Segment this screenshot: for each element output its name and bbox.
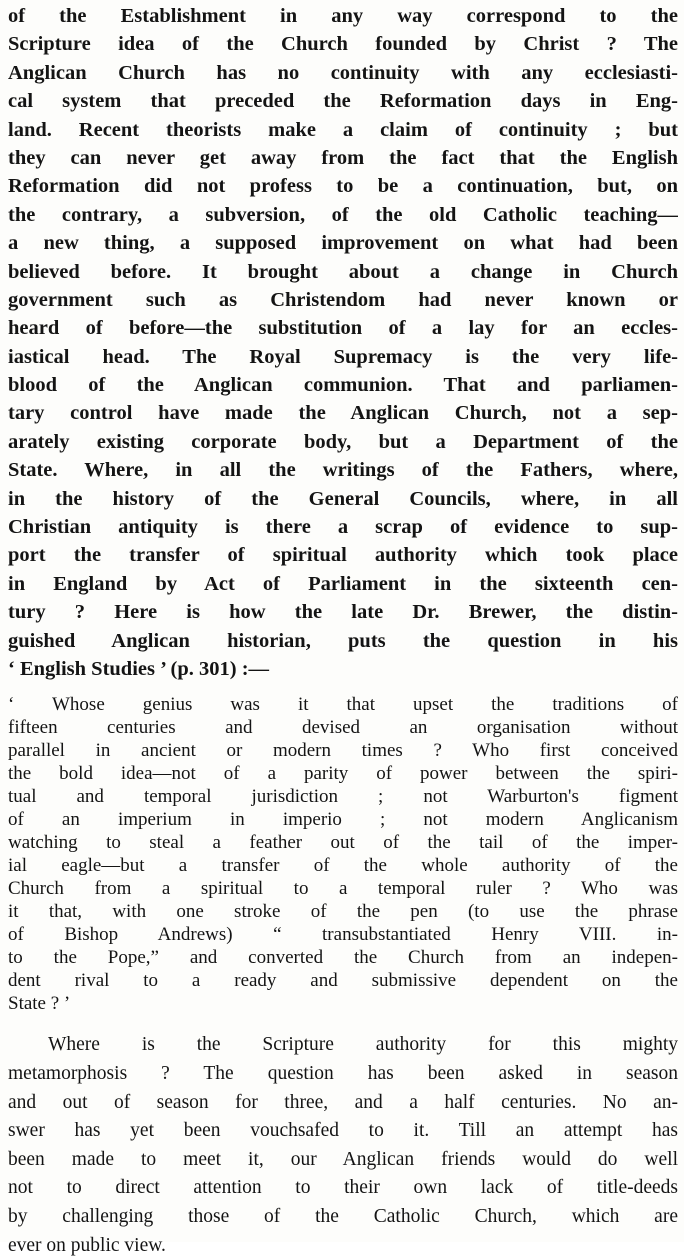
quote-line: ial eagle—but a transfer of the whole authority of the — [8, 855, 678, 877]
quote-line: to the Pope,” and converted the Church from an indepen- — [8, 947, 678, 969]
quote-line: of an imperium in imperio ; not modern Anglicanism — [8, 809, 678, 831]
text-line: Where is the Scripture authority for this mighty — [48, 1034, 678, 1056]
text-line: arately existing corporate body, but a Department of the — [8, 430, 678, 453]
text-line: ‘ English Studies ’ (p. 301) :— — [8, 657, 270, 680]
quote-line: ‘ Whose genius was it that upset the traditions of — [8, 694, 678, 716]
quote-line: watching to steal a feather out of the tail of the imper- — [8, 832, 678, 854]
quote-line: it that, with one stroke of the pen (to use the phrase — [8, 901, 678, 923]
text-line: Anglican Church has no continuity with any ecclesiasti- — [8, 61, 678, 84]
text-line: ever on public view. — [8, 1234, 166, 1256]
text-line: the contrary, a subversion, of the old Catholic teaching— — [8, 203, 678, 226]
text-line: Scripture idea of the Church founded by Christ ? The — [8, 33, 678, 56]
text-line: heard of before—the substitution of a lay for an eccles- — [8, 317, 678, 340]
quote-line: State ? ’ — [8, 993, 71, 1015]
text-line: metamorphosis ? The question has been asked in season — [8, 1062, 678, 1084]
text-line: they can never get away from the fact that the English — [8, 146, 678, 169]
text-line: government such as Christendom had never known or — [8, 288, 678, 311]
block-quote — [8, 693, 678, 1015]
text-line: swer has yet been vouchsafed to it. Till an attempt has — [8, 1120, 678, 1142]
text-line: believed before. It brought about a change in Church — [8, 260, 678, 283]
quote-line: of Bishop Andrews) “ transubstantiated Henry VIII. in- — [8, 924, 678, 946]
text-line: iastical head. The Royal Supremacy is the very life- — [8, 345, 678, 368]
text-line: not to direct attention to their own lack of title-deeds — [8, 1177, 678, 1199]
text-line: of the Establishment in any way correspond to the — [8, 5, 678, 27]
text-line: land. Recent theorists make a claim of continuity ; but — [8, 118, 678, 141]
quote-line: the bold idea—not of a parity of power between the spiri- — [8, 763, 678, 785]
text-line: tary control have made the Anglican Church, not a sep- — [8, 402, 678, 425]
quote-line: parallel in ancient or modern times ? Who first conceived — [8, 740, 678, 762]
text-line: a new thing, a supposed improvement on what had been — [8, 232, 678, 255]
text-line: and out of season for three, and a half centuries. No an- — [8, 1091, 678, 1113]
text-line: cal system that preceded the Reformation days in Eng- — [8, 90, 678, 113]
text-line: by challenging those of the Catholic Church, which are — [8, 1205, 678, 1227]
quote-line: Church from a spiritual to a temporal ruler ? Who was — [8, 878, 678, 900]
quote-line: fifteen centuries and devised an organisation without — [8, 717, 678, 739]
lead-paragraph — [8, 2, 678, 683]
text-line: State. Where, in all the writings of the Fathers, where, — [8, 459, 678, 482]
text-line: in the history of the General Councils, where, in all — [8, 487, 678, 510]
text-line: been made to meet it, our Anglican friends would do well — [8, 1148, 678, 1170]
text-line: Christian antiquity is there a scrap of evidence to sup- — [8, 516, 678, 539]
text-line: guished Anglican historian, puts the question in his — [8, 629, 678, 652]
text-line: Reformation did not profess to be a continuation, but, on — [8, 175, 678, 198]
quote-line: tual and temporal jurisdiction ; not Warburton's figment — [8, 786, 678, 808]
text-line: in England by Act of Parliament in the sixteenth cen- — [8, 572, 678, 595]
text-line: blood of the Anglican communion. That and parliamen- — [8, 374, 678, 397]
closing-paragraph — [8, 1031, 678, 1260]
text-line: port the transfer of spiritual authority which took place — [8, 544, 678, 567]
quote-line: dent rival to a ready and submissive dependent on the — [8, 970, 678, 992]
text-line: tury ? Here is how the late Dr. Brewer, the distin- — [8, 601, 678, 624]
